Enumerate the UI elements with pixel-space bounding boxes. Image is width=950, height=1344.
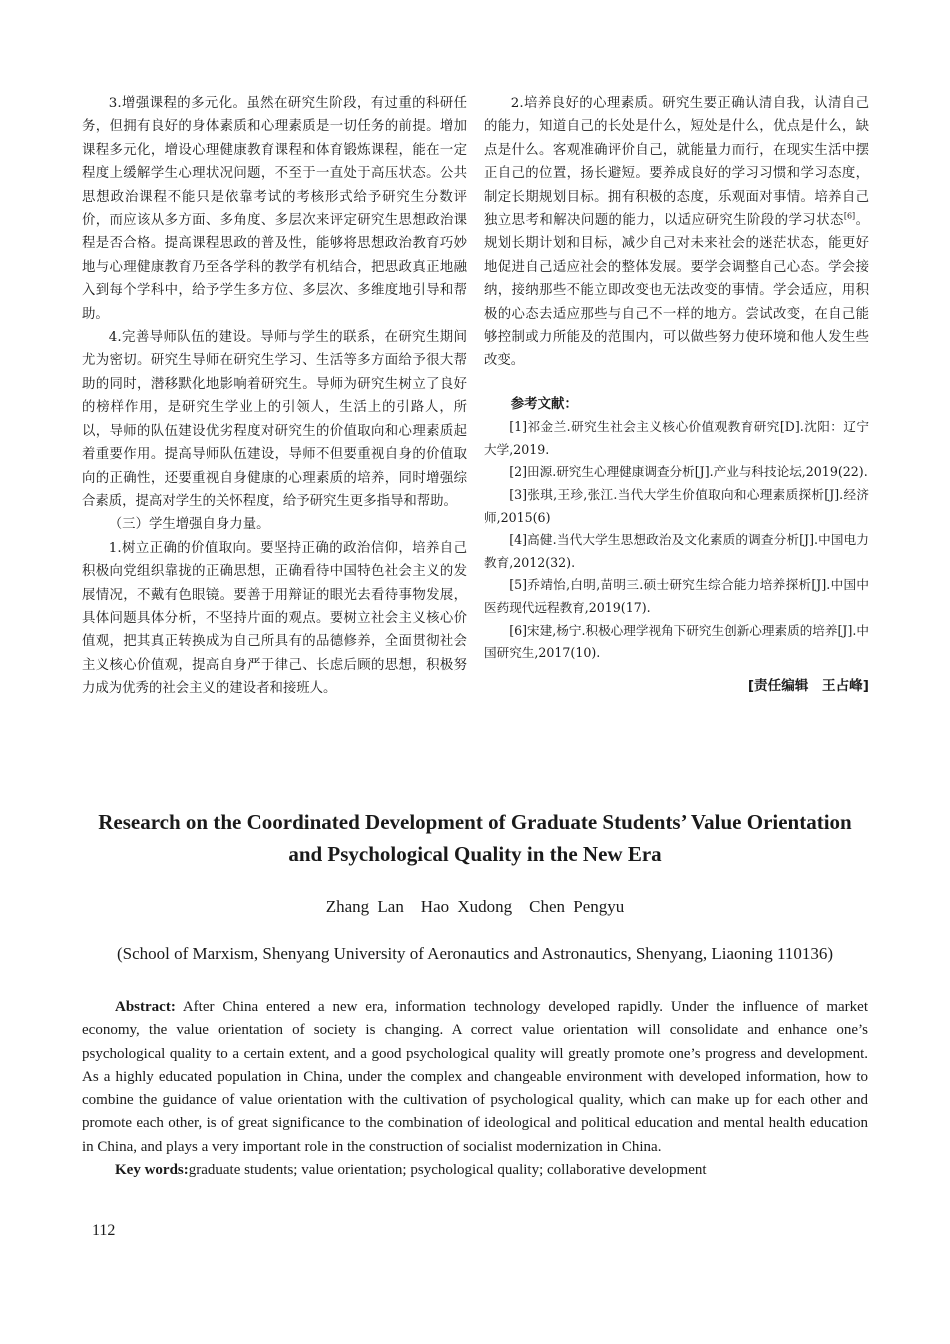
- abstract-text: After China entered a new era, information technology developed rapidly. Under the influence of market economy, the value orientation of society is changing. A correct value orientation will consolidate and enhance one’s psychological quality to a certain extent, and a good psychological quality will greatly promote one’s progress and development. As a highly educated population in China, under the complex and changeable environment with developed information, how to combine the guidance of value orientation with the cultivation of psychological quality, which can make up for each other and promote each other, is of great significance to the combination of ideological and political education and mental health education in China, and plays a very important role in the construction of socialist modernization in China.: [82, 999, 868, 1155]
- abstract-paragraph: [82, 996, 868, 1159]
- reference-item-2: [2]田源.研究生心理健康调查分析[J].产业与科技论坛,2019(22).: [509, 464, 868, 480]
- reference-item-5: [5]乔靖怡,白明,苗明三.硕士研究生综合能力培养探析[J].中国中医药现代远程教育,2019(17).: [484, 577, 869, 616]
- responsible-editor: [责任编辑 王占峰]: [747, 677, 869, 694]
- english-title-line-2: and Psychological Quality in the New Era: [288, 842, 662, 866]
- english-title-line-1: Research on the Coordinated Development of Graduate Students’ Value Orientation: [98, 810, 852, 834]
- section-heading-student-strength: （三）学生增强自身力量。: [108, 517, 270, 533]
- english-title: [60, 806, 890, 870]
- reference-item-3: [3]张琪,王珍,张江.当代大学生价值取向和心理素质探析[J].经济师,2015(6): [484, 487, 869, 525]
- reference-item-1: [1]祁金兰.研究生社会主义核心价值观教育研究[D].沈阳：辽宁大学,2019.: [484, 419, 869, 457]
- keywords-label: Key words:: [115, 1162, 189, 1179]
- paragraph-value-orientation: 1.树立正确的价值取向。要坚持正确的政治信仰，培养自己积极向党组织靠拢的正确思想，正确看待中国特色社会主义的发展情况，不戴有色眼镜。要善于用辩证的眼光去看待事物发展，具体问题具体分析，不坚持片面的观点。要树立社会主义核心价值观，把其真正转换成为自己所具有的品德修养，全面贯彻社会主义核心价值观，提高自身严于律己、长虑后顾的思想，积极努力成为优秀的社会主义的建设者和接班人。: [82, 540, 467, 697]
- reference-item-4: [4]高健.当代大学生思想政治及文化素质的调查分析[J].中国电力教育,2012(32).: [484, 532, 869, 570]
- page-number: 112: [92, 1222, 116, 1239]
- reference-item-6: [6]宋建,杨宁.积极心理学视角下研究生创新心理素质的培养[J].中国研究生,2017(10).: [484, 622, 869, 661]
- paragraph-supervisor-team: 4.完善导师队伍的建设。导师与学生的联系，在研究生期间尤为密切。研究生导师在研究生学习、生活等多方面给予很大帮助的同时，潜移默化地影响着研究生。导师为研究生树立了良好的榜样作用，是研究生学业上的引领人，生活上的引路人，所以，导师的队伍建设优劣程度对研究生的价值取向和心理素质起着重要作用。提高导师队伍建设，导师不但要重视自身的价值取向的正确性，还要重视自身健康的心理素质的培养，同时增强综合素质，提高对学生的关怀程度，给予研究生更多指导和帮助。: [82, 330, 467, 509]
- paragraph-psychological-quality: 2.培养良好的心理素质。研究生要正确认清自我，认清自己的能力，知道自己的长处是什么，短处是什么，优点是什么，缺点是什么。客观准确评价自己，就能量力而行，在现实生活中摆正自己的位置，扬长避短。要养成良好的学习习惯和学习态度，制定长期规划目标。拥有积极的态度，乐观面对事情。培养自己独立思考和解决问题的能力，以适应研究生阶段的学习状态[6]。规划长期计划和目标，减少自己对未来社会的迷茫状态，能更好地促进自己适应社会的整体发展。要学会调整自己心态。学会接纳，接纳那些不能立即改变也无法改变的事情。学会适应，用积极的心态去适应那些与自己不一样的地方。尝试改变，在自己能够控制或力所能及的范围内，可以做些努力使环境和他人发生些改变。: [484, 96, 870, 369]
- citation-marker[interactable]: [6]: [843, 211, 856, 221]
- author-affiliation: (School of Marxism, Shenyang University of Aeronautics and Astronautics, Shenyang, Liaoning 110136): [116, 944, 834, 963]
- abstract-label: Abstract:: [115, 999, 176, 1015]
- paragraph-course-diversity: 3.增强课程的多元化。虽然在研究生阶段，有过重的科研任务，但拥有良好的身体素质和心理素质是一切任务的前提。增加课程多元化，增设心理健康教育课程和体育锻炼课程，能在一定程度上缓解学生心理状况问题，不至于一直处于高压状态。公共思想政治课程不能只是依靠考试的考核形式给予研究生分数评价，而应该从多方面、多角度、多层次来评定研究生思想政治课程是否合格。提高课程思政的普及性，能够将思想政治教育巧妙地与心理健康教育乃至各学科的教学有机结合，把思政真正地融入到每个学科中，给予学生多方位、多层次、多维度地引导和帮助。: [82, 96, 467, 322]
- references-heading: 参考文献：: [510, 395, 578, 412]
- keywords-paragraph: [82, 1159, 868, 1182]
- author-list: Zhang Lan Hao Xudong Chen Pengyu: [325, 897, 625, 916]
- left-column: [82, 92, 467, 701]
- english-abstract: [82, 996, 868, 1182]
- keywords-text: graduate students; value orientation; psychological quality; collaborative development: [188, 1162, 707, 1179]
- right-column: [484, 92, 869, 698]
